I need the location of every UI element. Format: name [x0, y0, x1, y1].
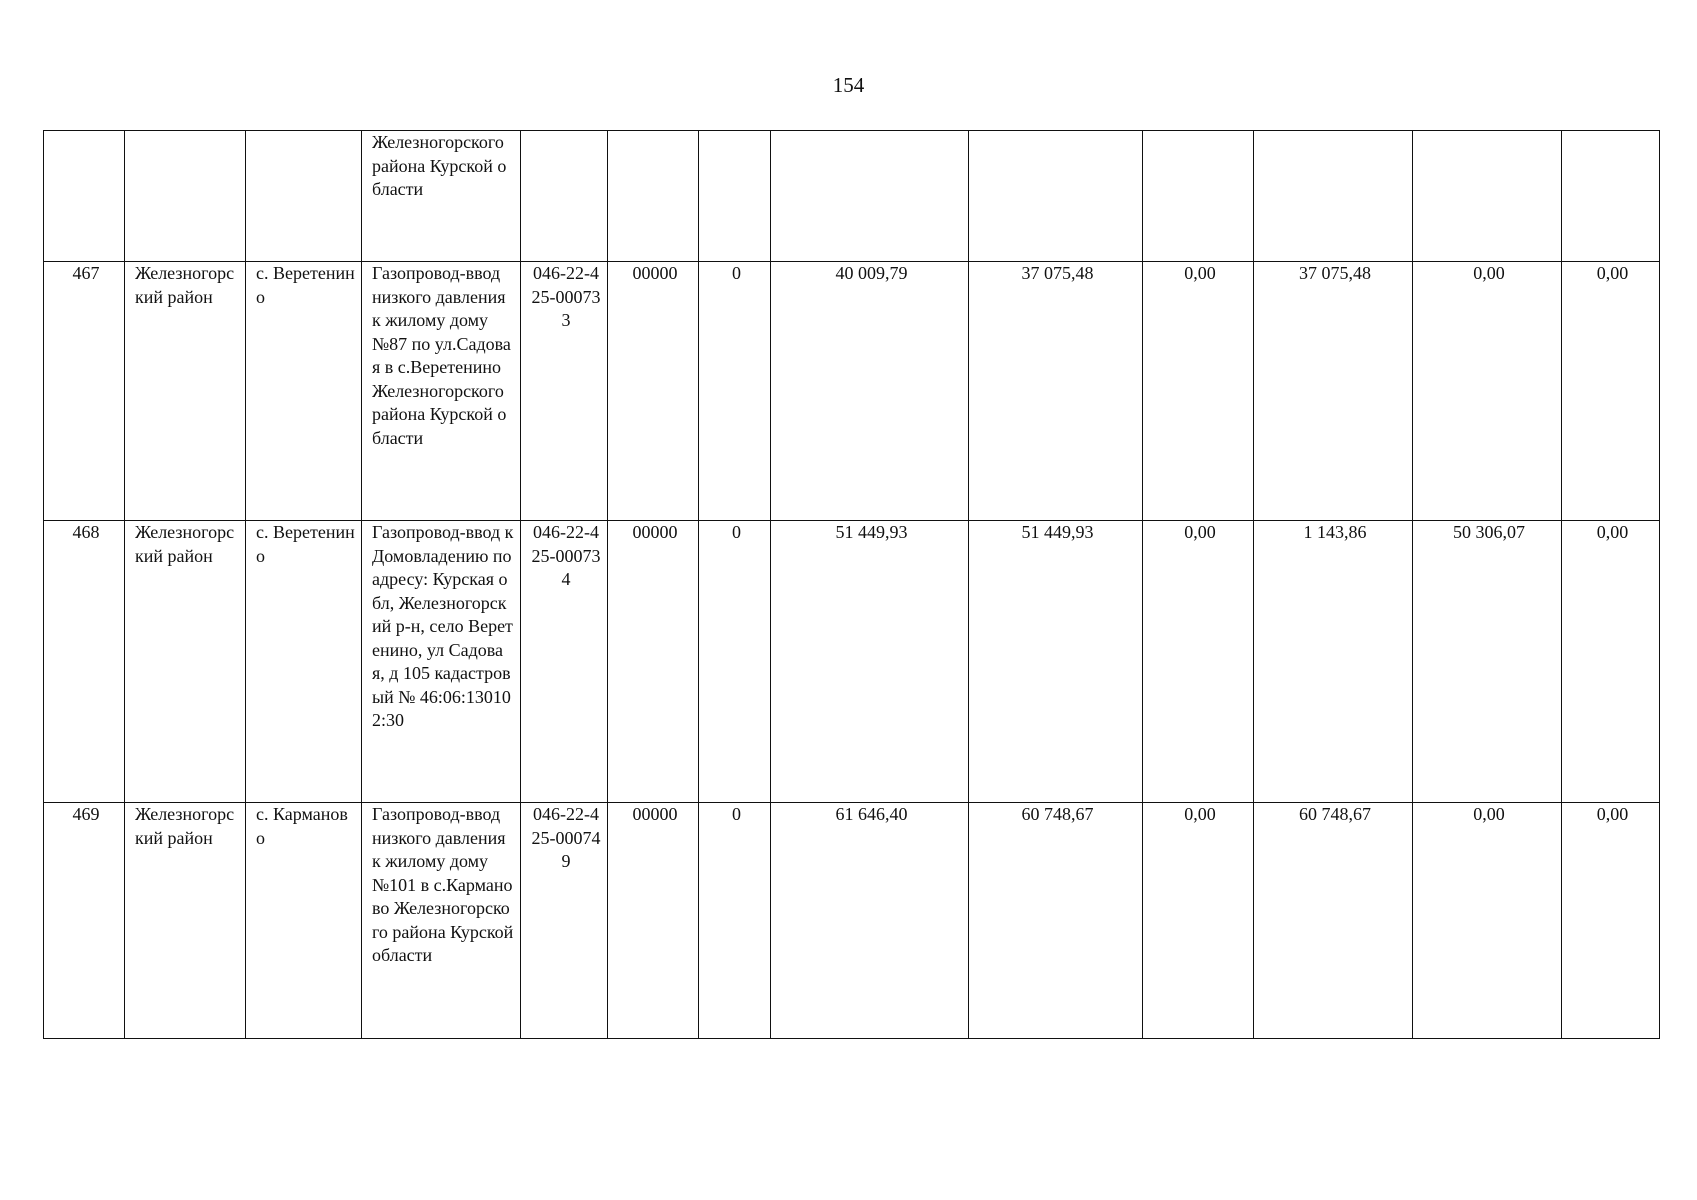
cell-value-4: 1 143,86	[1254, 521, 1413, 803]
cell-value-4: 60 748,67	[1254, 803, 1413, 1039]
table-row	[44, 262, 1660, 521]
cell-value-3: 0,00	[1143, 262, 1254, 521]
table-row	[44, 521, 1660, 803]
cell-object-name: Газопровод-ввод низкого давления к жилому дому №87 по ул.Садовая в с.Веретенино Железногорского района Курской области	[362, 262, 521, 521]
cell-value-6	[1562, 131, 1660, 262]
cell-value-4	[1254, 131, 1413, 262]
cell-col7: 0	[699, 262, 771, 521]
cell-num: 469	[44, 803, 125, 1039]
cell-locality: с. Карманово	[246, 803, 362, 1039]
cell-col6: 00000	[608, 803, 699, 1039]
cell-col6: 00000	[608, 521, 699, 803]
cell-code: 046-22-425-000734	[521, 521, 608, 803]
cell-value-1: 61 646,40	[771, 803, 969, 1039]
cell-value-1: 51 449,93	[771, 521, 969, 803]
cell-value-6: 0,00	[1562, 521, 1660, 803]
cell-code: 046-22-425-000749	[521, 803, 608, 1039]
table-row-continuation	[44, 131, 1660, 262]
cell-locality: с. Веретенино	[246, 262, 362, 521]
cell-num: 467	[44, 262, 125, 521]
cell-locality	[246, 131, 362, 262]
cell-value-6: 0,00	[1562, 262, 1660, 521]
cell-value-2	[969, 131, 1143, 262]
cell-value-2: 60 748,67	[969, 803, 1143, 1039]
cell-value-2: 37 075,48	[969, 262, 1143, 521]
cell-locality: с. Веретенино	[246, 521, 362, 803]
cell-object-name: Газопровод-ввод низкого давления к жилому дому №101 в с.Карманово Железногорского района Курской области	[362, 803, 521, 1039]
cell-code: 046-22-425-000733	[521, 262, 608, 521]
cell-col7: 0	[699, 521, 771, 803]
cell-object-name: Газопровод-ввод к Домовладению по адресу: Курская обл, Железногорский р-н, село Веретенино, ул Садовая, д 105 кадастровый № 46:06:130102:30	[362, 521, 521, 803]
registry-table	[43, 130, 1660, 1039]
page-number: 154	[832, 73, 865, 97]
cell-value-2: 51 449,93	[969, 521, 1143, 803]
cell-value-3: 0,00	[1143, 521, 1254, 803]
cell-district: Железногорский район	[125, 803, 246, 1039]
cell-value-1	[771, 131, 969, 262]
cell-value-4: 37 075,48	[1254, 262, 1413, 521]
cell-col7: 0	[699, 803, 771, 1039]
cell-district	[125, 131, 246, 262]
cell-district: Железногорский район	[125, 521, 246, 803]
table-row	[44, 803, 1660, 1039]
cell-value-5: 50 306,07	[1413, 521, 1562, 803]
cell-object-name: Железногорского района Курской области	[362, 131, 521, 262]
cell-col7	[699, 131, 771, 262]
cell-value-1: 40 009,79	[771, 262, 969, 521]
cell-value-3: 0,00	[1143, 803, 1254, 1039]
cell-value-6: 0,00	[1562, 803, 1660, 1039]
cell-code	[521, 131, 608, 262]
cell-col6: 00000	[608, 262, 699, 521]
cell-value-5: 0,00	[1413, 803, 1562, 1039]
cell-value-5	[1413, 131, 1562, 262]
cell-value-5: 0,00	[1413, 262, 1562, 521]
cell-value-3	[1143, 131, 1254, 262]
cell-col6	[608, 131, 699, 262]
cell-district: Железногорский район	[125, 262, 246, 521]
cell-num: 468	[44, 521, 125, 803]
cell-num	[44, 131, 125, 262]
